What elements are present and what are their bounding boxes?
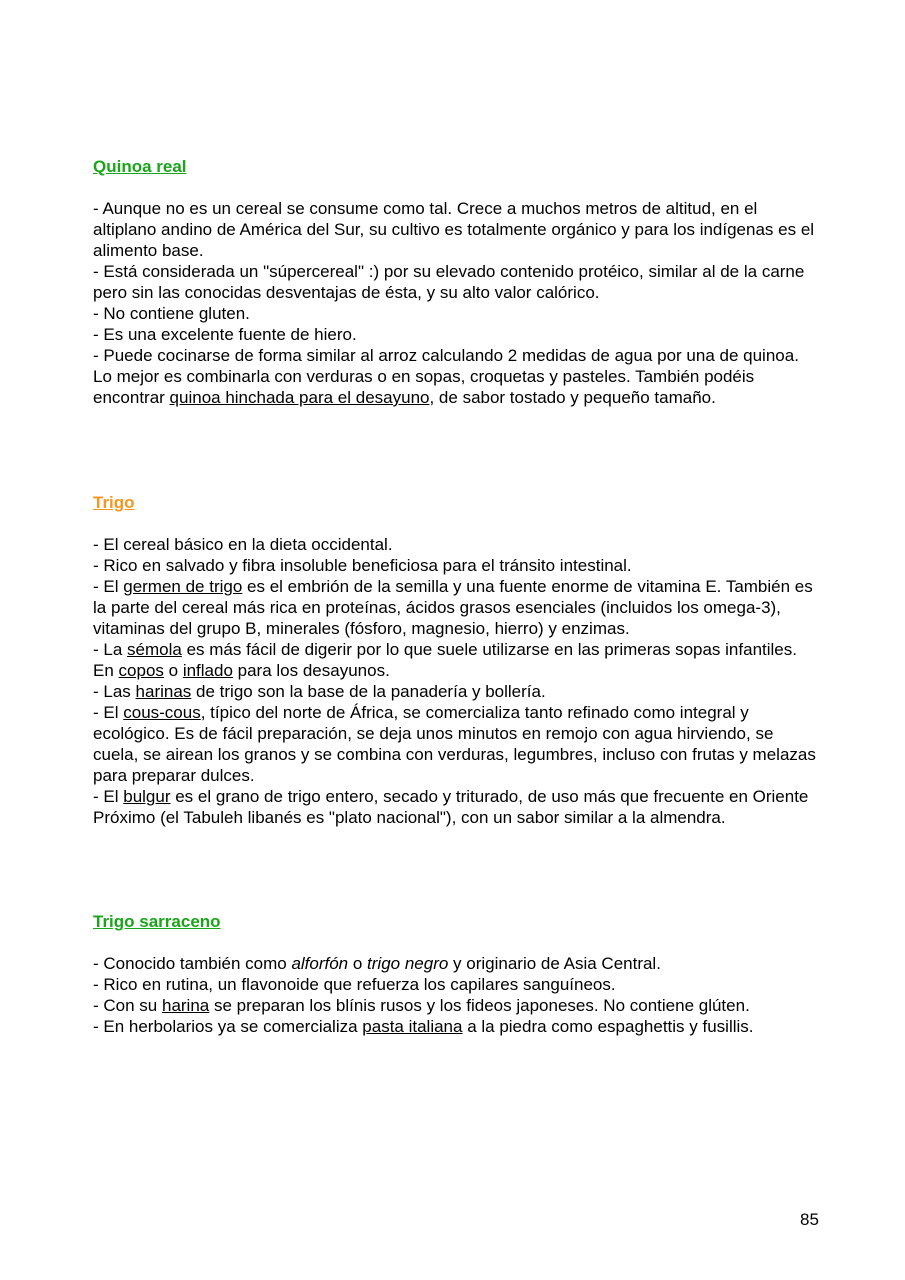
link-copos[interactable]: copos bbox=[118, 661, 164, 680]
paragraph bbox=[93, 639, 818, 681]
paragraph bbox=[93, 345, 818, 408]
section-title: Quinoa real bbox=[93, 157, 187, 176]
paragraph bbox=[93, 534, 818, 555]
text: - Puede cocinarse de forma similar al arroz calculando 2 medidas de agua por una de quinoa. Lo mejor es combinarla con verduras o en sopas, croquetas y pasteles. También podéis encontrar bbox=[93, 346, 799, 407]
text: - Rico en salvado y fibra insoluble beneficiosa para el tránsito intestinal. bbox=[93, 556, 632, 575]
text: a la piedra como espaghettis y fusillis. bbox=[462, 1017, 754, 1036]
text: es más fácil de digerir por lo que suele utilizarse en las primeras sopas infantiles. En bbox=[93, 640, 797, 680]
paragraph bbox=[93, 702, 818, 786]
text: - Está considerada un "súpercereal" :) por su elevado contenido protéico, similar al de la carne pero sin las conocidas desventajas de ésta, y su alto valor calórico. bbox=[93, 262, 805, 302]
text: es el grano de trigo entero, secado y triturado, de uso más que frecuente en Oriente Próximo (el Tabuleh libanés es "plato nacional"), con un sabor similar a la almendra. bbox=[93, 787, 809, 827]
text: - Rico en rutina, un flavonoide que refuerza los capilares sanguíneos. bbox=[93, 975, 616, 994]
paragraph bbox=[93, 974, 818, 995]
text: - La bbox=[93, 640, 128, 659]
link-harinas[interactable]: harinas bbox=[135, 682, 192, 701]
section-title: Trigo bbox=[93, 493, 135, 512]
text: - El cereal básico en la dieta occidental. bbox=[93, 535, 393, 554]
paragraph bbox=[93, 576, 818, 639]
text: - Aunque no es un cereal se consume como tal. Crece a muchos metros de altitud, en el altiplano andino de América del Sur, su cultivo es totalmente orgánico y para los indígenas es el alimento base. bbox=[93, 199, 815, 260]
link-germen-de-trigo[interactable]: germen de trigo bbox=[123, 577, 243, 596]
text: o bbox=[348, 954, 368, 973]
link-cous-cous[interactable]: cous-cous bbox=[123, 703, 201, 722]
text: - El bbox=[93, 787, 124, 806]
section-trigo bbox=[93, 492, 818, 828]
paragraph bbox=[93, 681, 818, 702]
italic-term: alforfón bbox=[291, 954, 349, 973]
text: - El bbox=[93, 577, 124, 596]
text: - Es una excelente fuente de hiero. bbox=[93, 325, 357, 344]
text: para los desayunos. bbox=[232, 661, 390, 680]
paragraph bbox=[93, 261, 818, 303]
text: - No contiene gluten. bbox=[93, 304, 250, 323]
italic-term: trigo negro bbox=[367, 954, 449, 973]
text: de trigo son la base de la panadería y bollería. bbox=[191, 682, 546, 701]
paragraph bbox=[93, 303, 818, 324]
section-title: Trigo sarraceno bbox=[93, 912, 221, 931]
paragraph bbox=[93, 953, 818, 974]
paragraph bbox=[93, 324, 818, 345]
section-quinoa-real bbox=[93, 156, 818, 408]
link-harina[interactable]: harina bbox=[161, 996, 210, 1015]
text: y originario de Asia Central. bbox=[448, 954, 661, 973]
paragraph bbox=[93, 555, 818, 576]
text: se preparan los blínis rusos y los fideos japoneses. No contiene glúten. bbox=[209, 996, 750, 1015]
text: - Conocido también como bbox=[93, 954, 292, 973]
paragraph bbox=[93, 198, 818, 261]
text: , de sabor tostado y pequeño tamaño. bbox=[429, 388, 716, 407]
link-inflado[interactable]: inflado bbox=[182, 661, 233, 680]
text: es el embrión de la semilla y una fuente enorme de vitamina E. También es la parte del cereal más rica en proteínas, ácidos grasos esenciales (incluidos los omega-3), vitaminas del grupo B, minerales (fósforo, magnesio, hierro) y enzimas. bbox=[93, 577, 813, 638]
link-bulgur[interactable]: bulgur bbox=[123, 787, 171, 806]
link-semola[interactable]: sémola bbox=[127, 640, 182, 659]
page-number: 85 bbox=[800, 1210, 819, 1229]
text: - Con su bbox=[93, 996, 162, 1015]
link-quinoa-hinchada[interactable]: quinoa hinchada para el desayuno bbox=[169, 388, 430, 407]
paragraph bbox=[93, 1016, 818, 1037]
text: - Las bbox=[93, 682, 136, 701]
text: , típico del norte de África, se comercializa tanto refinado como integral y ecológico. Es de fácil preparación, se deja unos minutos en remojo con agua hirviendo, se cuela, se airean los granos y se combina con verduras, legumbres, incluso con frutas y melazas para preparar dulces. bbox=[93, 703, 816, 785]
section-trigo-sarraceno bbox=[93, 911, 818, 1037]
paragraph bbox=[93, 995, 818, 1016]
paragraph bbox=[93, 786, 818, 828]
text: - En herbolarios ya se comercializa bbox=[93, 1017, 363, 1036]
text: o bbox=[163, 661, 183, 680]
link-pasta-italiana[interactable]: pasta italiana bbox=[362, 1017, 463, 1036]
text: - El bbox=[93, 703, 124, 722]
